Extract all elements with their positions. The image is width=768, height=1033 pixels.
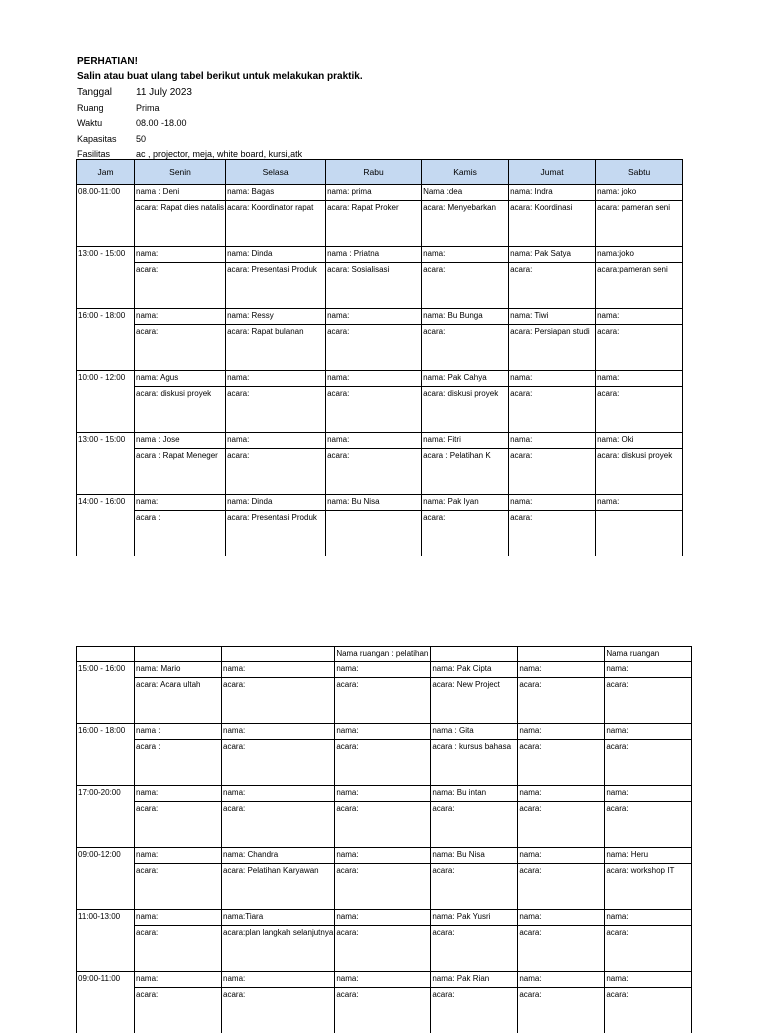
name-cell: nama: [605,786,692,802]
name-cell: nama: Dinda [226,247,326,263]
room-name-cell [518,647,605,662]
name-cell: nama: Fitri [422,433,509,449]
name-cell: nama: Pak Cipta [431,662,518,678]
name-cell: nama: [605,724,692,740]
name-cell: nama: Bu intan [431,786,518,802]
name-cell: nama : [135,724,222,740]
name-cell: nama: Bu Nisa [326,495,422,511]
event-cell: acara: [335,678,431,724]
name-cell: nama: [135,848,222,864]
name-cell: nama: Tiwi [509,309,596,325]
name-cell: nama : Jose [135,433,226,449]
name-cell: nama: [326,309,422,325]
table-row [77,864,692,910]
table-row [77,201,683,247]
room-name-cell [135,647,222,662]
room-info [77,85,677,161]
table-row [77,185,683,201]
event-cell: acara: [226,449,326,495]
info-row [77,100,677,115]
time-cell: 09:00-12:00 [77,848,135,910]
event-cell: acara: Koordinasi [509,201,596,247]
name-cell: nama: [596,371,683,387]
table-row [77,511,683,557]
name-cell: nama:Tiara [222,910,335,926]
name-cell: nama: Pak Cahya [422,371,509,387]
event-cell: acara: [135,864,222,910]
name-cell: nama: Pak Iyan [422,495,509,511]
event-cell: acara: [596,387,683,433]
table-row [77,926,692,972]
event-cell: acara: [431,926,518,972]
schedule-table-2 [76,646,692,1033]
event-cell: acara: [605,740,692,786]
table-row [77,309,683,325]
info-row [77,131,677,146]
event-cell: acara: [222,678,335,724]
event-cell: acara : Pelatihan K [422,449,509,495]
event-cell: acara: diskusi proyek [422,387,509,433]
name-cell: nama: Bu Bunga [422,309,509,325]
time-cell: 13:00 - 15:00 [77,247,135,309]
event-cell: acara: [422,263,509,309]
name-cell: nama: [518,662,605,678]
name-cell: nama: [135,495,226,511]
event-cell: acara: [422,511,509,557]
info-value: 08.00 -18.00 [136,118,187,128]
room-name-cell [431,647,518,662]
column-header: Sabtu [596,160,683,185]
time-cell: 17:00-20:00 [77,786,135,848]
info-row [77,116,677,131]
room-name-cell: Nama ruangan : pelatihan [335,647,431,662]
event-cell: acara: [518,988,605,1033]
time-cell: 15:00 - 16:00 [77,662,135,724]
event-cell: acara: [518,678,605,724]
table-row [77,786,692,802]
event-cell: acara: [226,387,326,433]
time-cell: 16:00 - 18:00 [77,309,135,371]
table-header-row [77,160,683,185]
event-cell: acara: [431,864,518,910]
room-name-cell [77,647,135,662]
event-cell: acara: [509,449,596,495]
event-cell: acara:pameran seni [596,263,683,309]
table-row [77,910,692,926]
info-value: 11 July 2023 [136,87,192,98]
name-cell: nama: prima [326,185,422,201]
name-cell: nama: Agus [135,371,226,387]
event-cell: acara: [605,926,692,972]
name-cell: nama: [509,495,596,511]
event-cell: acara: [222,988,335,1033]
event-cell: acara: New Project [431,678,518,724]
time-cell: 09:00-11:00 [77,972,135,1033]
event-cell: acara:plan langkah selanjutnya [222,926,335,972]
name-cell: nama: [135,309,226,325]
event-cell: acara: [135,926,222,972]
event-cell: acara: pameran seni [596,201,683,247]
time-cell: 13:00 - 15:00 [77,433,135,495]
notice-title: PERHATIAN! [77,54,677,69]
table-row [77,662,692,678]
event-cell: acara: [518,740,605,786]
table-row [77,740,692,786]
name-cell: nama: [135,786,222,802]
name-cell: nama: [518,910,605,926]
name-cell: nama: [335,848,431,864]
document-header [77,54,677,161]
event-cell: acara: [335,802,431,848]
event-cell [326,511,422,557]
name-cell: nama: [335,662,431,678]
name-cell: nama: [335,724,431,740]
info-label: Kapasitas [77,134,136,144]
event-cell: acara: [605,988,692,1033]
name-cell: nama: [135,972,222,988]
time-cell: 16:00 - 18:00 [77,724,135,786]
name-cell: nama:joko [596,247,683,263]
name-cell: nama: [222,662,335,678]
event-cell: acara: [605,802,692,848]
event-cell: acara: [422,325,509,371]
table-row [77,678,692,724]
name-cell: nama: [518,848,605,864]
schedule-table-1 [76,159,683,556]
time-cell: 14:00 - 16:00 [77,495,135,557]
name-cell: nama : Priatna [326,247,422,263]
name-cell: nama: [226,371,326,387]
event-cell: acara : [135,740,222,786]
event-cell [596,511,683,557]
event-cell: acara: [518,926,605,972]
table-row [77,724,692,740]
name-cell: nama: Pak Yusri [431,910,518,926]
event-cell: acara: [135,988,222,1033]
event-cell: acara: [431,988,518,1033]
time-cell: 08.00-11:00 [77,185,135,247]
name-cell: nama: [518,724,605,740]
event-cell: acara : [135,511,226,557]
name-cell: Nama :dea [422,185,509,201]
name-cell: nama: [509,371,596,387]
info-label: Ruang [77,103,136,113]
name-cell: nama: [135,910,222,926]
event-cell: acara: [222,740,335,786]
table-row [77,972,692,988]
name-cell: nama: [335,910,431,926]
event-cell: acara: [431,802,518,848]
info-label: Waktu [77,118,136,128]
name-cell: nama: Ressy [226,309,326,325]
name-cell: nama: [335,786,431,802]
event-cell: acara: [518,864,605,910]
event-cell: acara: [596,325,683,371]
name-cell: nama: Mario [135,662,222,678]
name-cell: nama: [222,786,335,802]
name-cell: nama: [326,371,422,387]
event-cell: acara: [335,926,431,972]
event-cell: acara: [509,387,596,433]
notice-instruction: Salin atau buat ulang tabel berikut untuk melakukan praktik. [77,69,677,84]
event-cell: acara: Menyebarkan [422,201,509,247]
event-cell: acara: [509,511,596,557]
name-cell: nama: [422,247,509,263]
event-cell: acara: [509,263,596,309]
event-cell: acara : Rapat Meneger [135,449,226,495]
name-cell: nama: [135,247,226,263]
event-cell: acara : kursus bahasa [431,740,518,786]
name-cell: nama: [518,786,605,802]
name-cell: nama: Chandra [222,848,335,864]
name-cell: nama: [222,972,335,988]
column-header: Jumat [509,160,596,185]
table-row [77,988,692,1033]
info-row [77,85,677,100]
table-row [77,495,683,511]
event-cell: acara: [135,802,222,848]
column-header: Senin [135,160,226,185]
event-cell: acara: Rapat bulanan [226,325,326,371]
name-cell: nama: Bagas [226,185,326,201]
column-header: Kamis [422,160,509,185]
event-cell: acara: [518,802,605,848]
name-cell: nama: [222,724,335,740]
name-cell: nama: [326,433,422,449]
event-cell: acara: diskusi proyek [135,387,226,433]
table-row [77,387,683,433]
event-cell: acara: Acara ultah [135,678,222,724]
table-row [77,802,692,848]
event-cell: acara: Persiapan studi [509,325,596,371]
event-cell: acara: workshop IT [605,864,692,910]
info-value: 50 [136,134,146,144]
name-cell: nama: Dinda [226,495,326,511]
event-cell: acara: Presentasi Produk [226,511,326,557]
table-row [77,433,683,449]
table-row [77,247,683,263]
name-cell: nama: [509,433,596,449]
event-cell: acara: [335,988,431,1033]
event-cell: acara: Rapat dies natalis [135,201,226,247]
name-cell: nama: Heru [605,848,692,864]
name-cell: nama: [605,662,692,678]
name-cell: nama: joko [596,185,683,201]
table-row [77,848,692,864]
event-cell: acara: [135,325,226,371]
event-cell: acara: [326,325,422,371]
event-cell: acara: [605,678,692,724]
event-cell: acara: [222,802,335,848]
time-cell: 10:00 - 12:00 [77,371,135,433]
event-cell: acara: [335,740,431,786]
event-cell: acara: Sosialisasi [326,263,422,309]
event-cell: acara: [326,387,422,433]
table-row [77,449,683,495]
info-value: Prima [136,103,160,113]
event-cell: acara: diskusi proyek [596,449,683,495]
event-cell: acara: [335,864,431,910]
name-cell: nama: [605,910,692,926]
name-cell: nama: [605,972,692,988]
table-row [77,371,683,387]
event-cell: acara: [326,449,422,495]
name-cell: nama : Gita [431,724,518,740]
event-cell: acara: Koordinator rapat [226,201,326,247]
name-cell: nama: Pak Rian [431,972,518,988]
column-header: Selasa [226,160,326,185]
column-header: Jam [77,160,135,185]
room-name-row [77,647,692,662]
table-row [77,325,683,371]
name-cell: nama: [335,972,431,988]
event-cell: acara: Pelatihan Karyawan [222,864,335,910]
room-name-cell [222,647,335,662]
event-cell: acara: Rapat Proker [326,201,422,247]
name-cell: nama: [596,495,683,511]
name-cell: nama: Oki [596,433,683,449]
name-cell: nama: Bu Nisa [431,848,518,864]
name-cell: nama: [226,433,326,449]
name-cell: nama: [596,309,683,325]
info-label: Tanggal [77,87,136,98]
name-cell: nama: Pak Satya [509,247,596,263]
name-cell: nama : Deni [135,185,226,201]
time-cell: 11:00-13:00 [77,910,135,972]
event-cell: acara: Presentasi Produk [226,263,326,309]
table-row [77,263,683,309]
info-label: Fasilitas [77,149,136,159]
event-cell: acara: [135,263,226,309]
info-value: ac , projector, meja, white board, kursi,atk [136,149,302,159]
room-name-cell: Nama ruangan [605,647,692,662]
name-cell: nama: Indra [509,185,596,201]
name-cell: nama: [518,972,605,988]
column-header: Rabu [326,160,422,185]
